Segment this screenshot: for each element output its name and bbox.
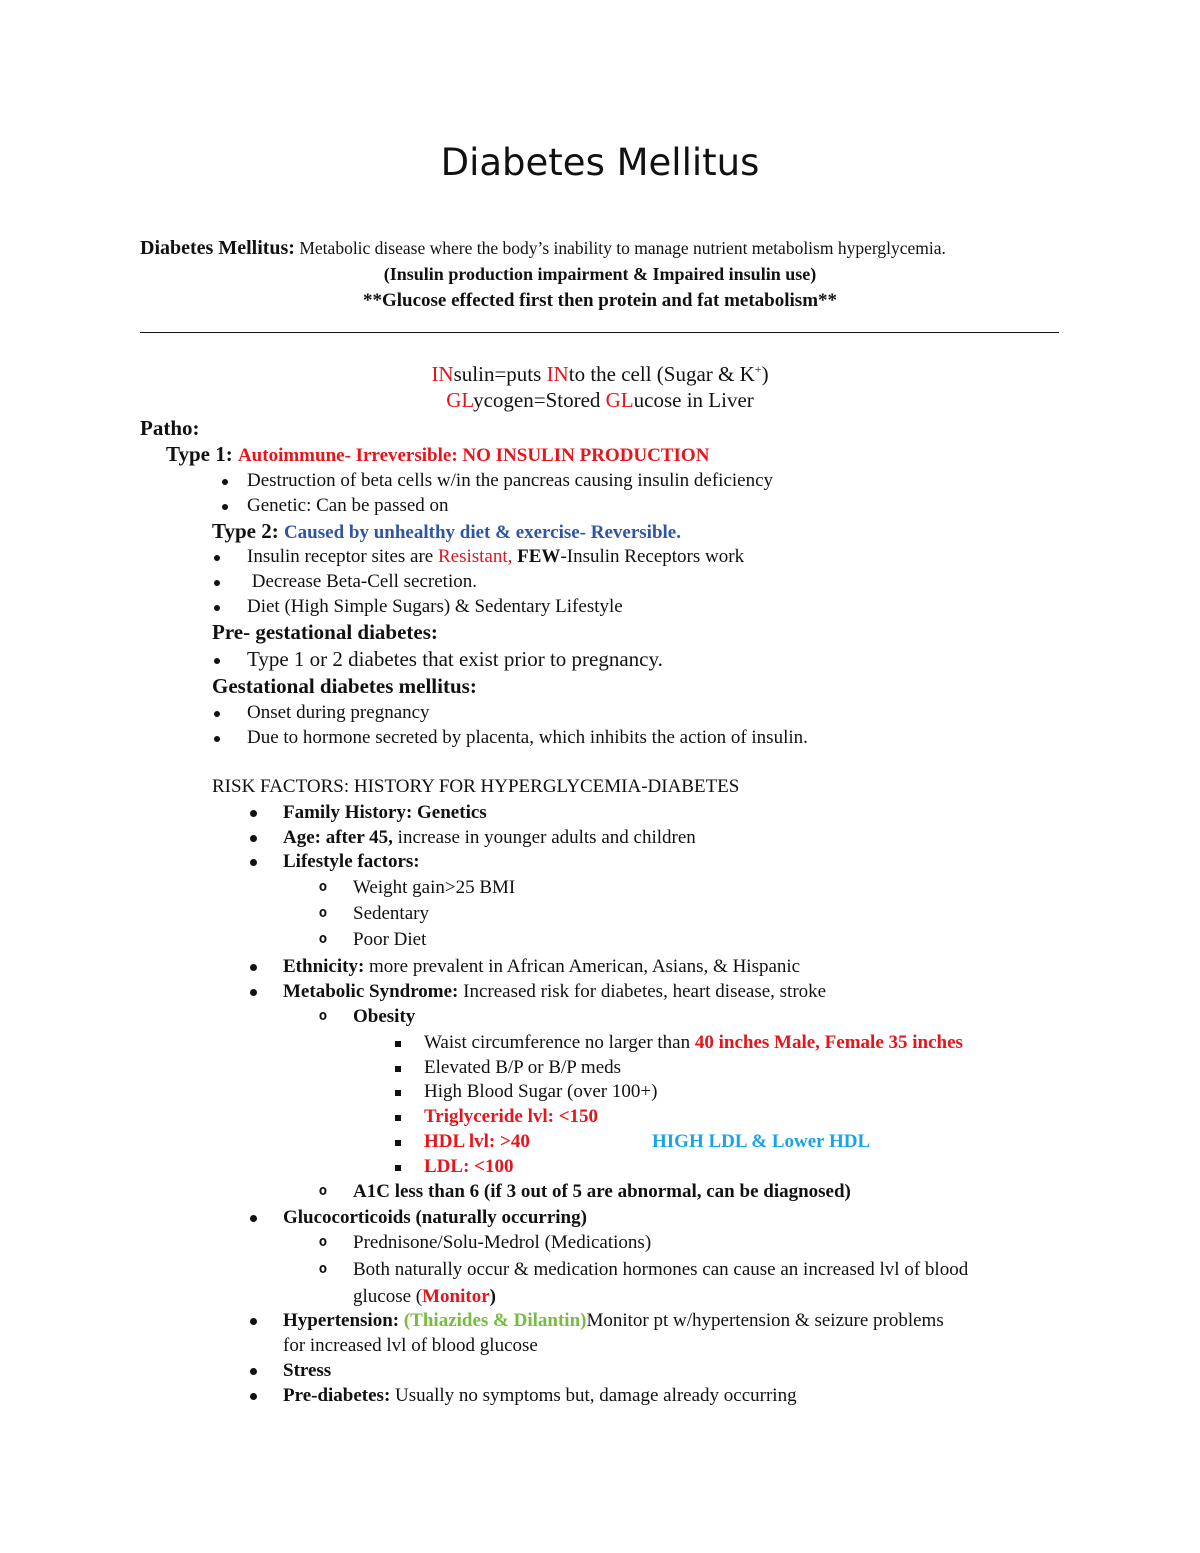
bullet-icon [248,1383,258,1408]
type2-item [247,544,744,569]
mnemonic-text: ) [761,362,769,386]
circle-bullet-icon: o [318,905,328,921]
risk-hypertension [283,1308,944,1333]
hdl-note: HIGH LDL & Lower HDL [652,1131,871,1152]
metabolic-item: High Blood Sugar (over 100+) [424,1081,658,1102]
type2-item: Diet (High Simple Sugars) & Sedentary Lifestyle [247,596,623,617]
a1c-item: A1C less than 6 (if 3 out of 5 are abnormal, can be diagnosed) [353,1181,851,1202]
bullet-icon [212,725,222,750]
resistant-text: Resistant, [437,546,513,567]
risk-heading: RISK FACTORS: HISTORY FOR HYPERGLYCEMIA-DIABETES [212,776,740,797]
definition-note-1: (Insulin production impairment & Impaired insulin use) [383,264,817,284]
risk-family: Family History: Genetics [283,802,487,823]
horizontal-rule [140,332,1059,333]
prediabetes-label: Pre-diabetes: [283,1385,391,1406]
lifestyle-item: Weight gain>25 BMI [353,877,516,898]
bullet-icon [212,594,222,619]
type2-heading [212,519,681,545]
hypertension-continued: for increased lvl of blood glucose [283,1335,538,1356]
ldl-item: LDL: <100 [424,1156,514,1177]
bullet-icon [248,1358,258,1383]
waist-values: 40 inches Male, Female 35 inches [694,1032,963,1053]
risk-stress: Stress [283,1360,332,1381]
risk-metabolic [283,979,826,1004]
metabolic-label: Metabolic Syndrome: [283,981,459,1002]
type2-label: Type 2: [212,519,284,543]
gluco-item: Prednisone/Solu-Medrol (Medications) [353,1232,652,1253]
bullet-icon [248,1205,258,1230]
gestational-item: Onset during pregnancy [247,702,430,723]
bullet-icon [248,849,258,874]
insulin-mnemonic [0,362,1200,387]
metabolic-item: Elevated B/P or B/P meds [424,1057,622,1078]
hdl-item: HDL lvl: >40 [424,1131,530,1152]
bullet-icon [212,700,222,725]
risk-age-label: Age: after 45, [283,827,393,848]
gestational-item: Due to hormone secreted by placenta, which inhibits the action of insulin. [247,727,808,748]
bullet-icon [212,544,222,569]
definition-text: Metabolic disease where the body’s inability to manage nutrient metabolism hyperglycemia. [294,238,946,258]
mnemonic-text: to the cell (Sugar & K [568,362,755,386]
waist-item [424,1030,963,1055]
bullet-icon [248,954,258,979]
obesity-label: Obesity [353,1006,416,1027]
mnemonic-text: ycogen=Stored [473,388,606,412]
mnemonic-gl-1: GL [446,388,474,412]
hypertension-drugs: (Thiazides & Dilantin) [399,1310,587,1331]
bullet-icon [248,825,258,850]
ethnicity-text: more prevalent in African American, Asians, & Hispanic [364,956,801,977]
square-bullet-icon [393,1129,403,1154]
ethnicity-label: Ethnicity: [283,956,365,977]
type1-label: Type 1: [166,442,238,466]
square-bullet-icon [393,1055,403,1080]
monitor-text: Monitor [422,1286,490,1307]
glycogen-mnemonic [0,388,1200,413]
circle-bullet-icon: o [318,931,328,947]
lifestyle-item: Poor Diet [353,929,427,950]
type1-desc: Autoimmune- Irreversible: NO INSULIN PRODUCTION [237,445,710,466]
risk-prediabetes [283,1383,797,1408]
bullet-icon [212,569,222,594]
type2-item: Decrease Beta-Cell secretion. [247,571,477,592]
pregestational-item: Type 1 or 2 diabetes that exist prior to pregnancy. [247,647,663,671]
type2-desc: Caused by unhealthy diet & exercise- Reversible. [283,522,681,543]
hypertension-text: Monitor pt w/hypertension & seizure problems [586,1310,944,1331]
circle-bullet-icon: o [318,1261,328,1277]
definition-term: Diabetes Mellitus: [140,237,295,259]
circle-bullet-icon: o [318,1234,328,1250]
risk-ethnicity [283,954,800,979]
bullet-icon [212,647,222,672]
bullet-icon [220,493,230,518]
mnemonic-text: sulin=puts [453,362,547,386]
bullet-icon [248,979,258,1004]
waist-text: Waist circumference no larger than [424,1032,695,1053]
definition-note-2: **Glucose effected first then protein and fat metabolism** [362,290,838,311]
text-part: Insulin receptor sites are [247,546,438,567]
mnemonic-gl-2: GL [605,388,634,412]
type1-item: Destruction of beta cells w/in the pancreas causing insulin deficiency [247,470,774,491]
triglyceride-item: Triglyceride lvl: <150 [424,1106,599,1127]
circle-bullet-icon: o [318,879,328,895]
definition-line [140,236,946,261]
page-title: Diabetes Mellitus [440,141,760,184]
square-bullet-icon [393,1154,403,1179]
gluco-item-continued [353,1284,496,1309]
bullet-icon [248,800,258,825]
type1-item: Genetic: Can be passed on [247,495,449,516]
type1-heading [166,442,709,468]
square-bullet-icon [393,1104,403,1129]
text-part: ) [489,1286,496,1307]
square-bullet-icon [393,1030,403,1055]
lifestyle-item: Sedentary [353,903,429,924]
circle-bullet-icon: o [318,1008,328,1024]
risk-age [283,825,696,850]
mnemonic-in-2: IN [546,362,569,386]
pregestational-heading: Pre- gestational diabetes: [212,620,438,644]
gluco-item: Both naturally occur & medication hormones can cause an increased lvl of blood [353,1259,969,1280]
metabolic-text: Increased risk for diabetes, heart disease, stroke [458,981,827,1002]
hypertension-label: Hypertension: [283,1310,400,1331]
square-bullet-icon [393,1079,403,1104]
gestational-heading: Gestational diabetes mellitus: [212,674,477,698]
risk-lifestyle: Lifestyle factors: [283,851,420,872]
bullet-icon [220,468,230,493]
risk-glucocorticoids: Glucocorticoids (naturally occurring) [283,1207,587,1228]
few-text: FEW [512,546,561,567]
circle-bullet-icon: o [318,1183,328,1199]
text-part: -Insulin Receptors work [560,546,745,567]
mnemonic-in-1: IN [431,362,454,386]
superscript-plus: + [754,362,762,376]
risk-age-text: increase in younger adults and children [392,827,696,848]
bullet-icon [248,1308,258,1333]
prediabetes-text: Usually no symptoms but, damage already occurring [390,1385,797,1406]
text-part: glucose ( [353,1286,423,1307]
patho-heading: Patho: [140,416,200,440]
mnemonic-text: ucose in Liver [633,388,754,412]
